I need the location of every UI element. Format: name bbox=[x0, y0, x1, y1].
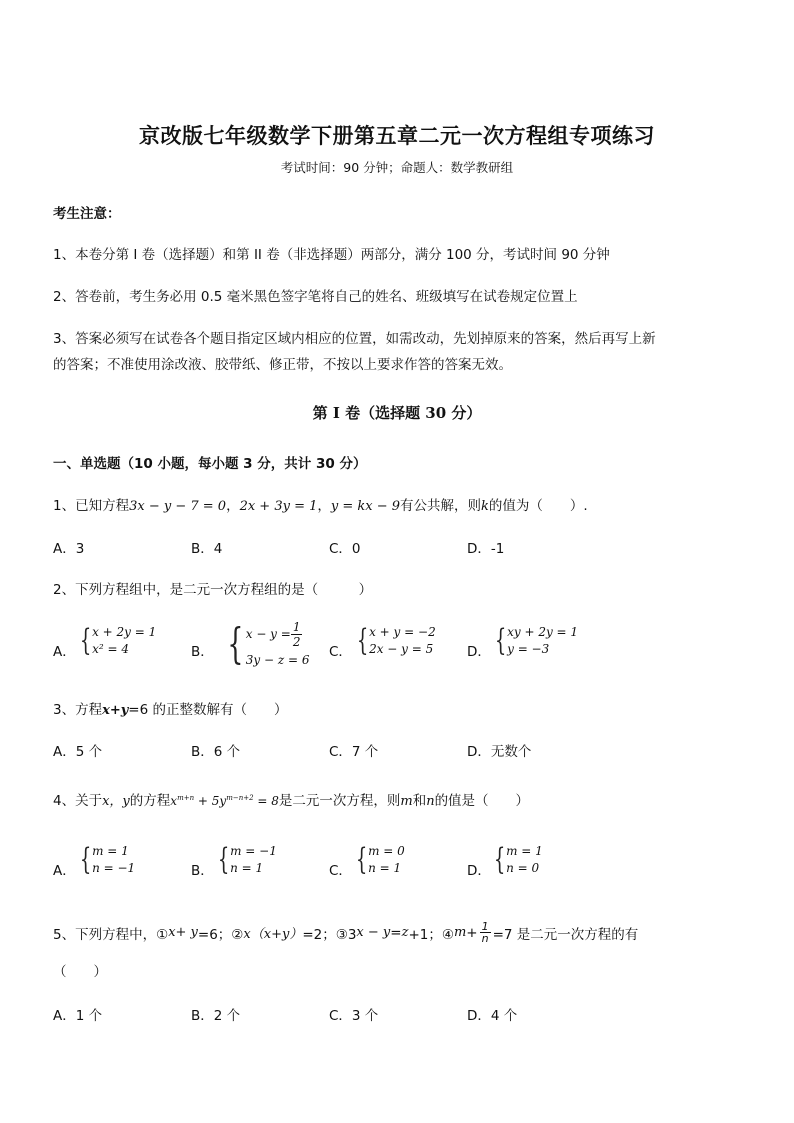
q2-d-line2: y = −3 bbox=[507, 642, 550, 656]
brace-icon: { bbox=[79, 841, 92, 877]
q4-eq-exp1: m+n bbox=[177, 794, 195, 802]
q1-suffix: 的值为（ ）. bbox=[488, 498, 588, 514]
q1-prefix: 1、已知方程 bbox=[53, 498, 130, 514]
q2-option-d-label[interactable]: D． bbox=[467, 644, 491, 660]
q4-eq-mid: + 5y bbox=[194, 794, 227, 808]
brace-icon: { bbox=[493, 841, 506, 877]
q1-option-c[interactable]: C．0 bbox=[329, 541, 361, 557]
q2-b-line1 bbox=[246, 620, 310, 649]
q2-c-line1: x + y = −2 bbox=[369, 625, 436, 639]
q1-eq1: 3x − y − 7 = 0 bbox=[129, 499, 227, 514]
q5-option-b[interactable]: B．2 个 bbox=[191, 1008, 241, 1024]
q3-prefix: 3、方程 bbox=[53, 702, 103, 718]
q4-eq-end: = 8 bbox=[253, 794, 279, 808]
q5-e4: z bbox=[401, 925, 409, 940]
q2-b-numerator: 1 bbox=[292, 620, 301, 634]
q4-option-d-label[interactable]: D． bbox=[467, 863, 491, 879]
question-5-stem bbox=[53, 921, 638, 944]
q2-b-line1-text: x − y = bbox=[245, 627, 291, 641]
q2-option-c-system[interactable] bbox=[353, 622, 436, 658]
q4-option-c-system[interactable] bbox=[352, 841, 405, 877]
q1-eq2: 2x + 3y = 1 bbox=[239, 499, 318, 514]
q2-a-line1: x + 2y = 1 bbox=[92, 625, 157, 639]
q4-c-line2: n = 1 bbox=[368, 861, 402, 875]
brace-icon: { bbox=[79, 622, 92, 658]
q5-denominator: n bbox=[481, 932, 489, 945]
q5-numerator: 1 bbox=[481, 920, 489, 933]
brace-icon: { bbox=[356, 622, 369, 658]
q5-fraction bbox=[480, 921, 491, 944]
q1-k: k bbox=[481, 499, 489, 514]
notice-item-3: 3、答案必须写在试卷各个题目指定区域内相应的位置，如需改动，先划掉原来的答案，然后再写上新 bbox=[53, 331, 656, 347]
brace-icon: { bbox=[217, 841, 230, 877]
q2-option-b-system[interactable] bbox=[222, 620, 309, 667]
q4-d-line1: m = 1 bbox=[506, 844, 543, 858]
q4-mid2: 是二元一次方程，则 bbox=[278, 793, 401, 809]
q2-option-a-system[interactable] bbox=[76, 622, 157, 658]
brace-icon: { bbox=[355, 841, 368, 877]
brace-icon: { bbox=[227, 618, 244, 668]
q2-option-b-label[interactable]: B． bbox=[191, 644, 214, 660]
q5-t3: = bbox=[390, 924, 402, 941]
question-3-stem bbox=[53, 698, 288, 718]
q3-suffix: =6 的正整数解有（ ） bbox=[128, 702, 288, 718]
q1-sep1: ， bbox=[226, 498, 240, 514]
q2-c-line2: 2x − y = 5 bbox=[369, 642, 434, 656]
q5-e2: x（x+y） bbox=[243, 927, 303, 942]
q5-t5: + bbox=[466, 924, 478, 941]
q3-option-c[interactable]: C．7 个 bbox=[329, 744, 379, 760]
question-1-stem bbox=[53, 494, 588, 514]
q1-option-d[interactable]: D．-1 bbox=[467, 541, 505, 557]
section1-title: 一、单选题（10 小题，每小题 3 分，共计 30 分） bbox=[53, 456, 367, 472]
notice-item-3-cont: 的答案；不准使用涂改液、胶带纸、修正带，不按以上要求作答的答案无效。 bbox=[53, 357, 512, 373]
q1-option-b[interactable]: B．4 bbox=[191, 541, 223, 557]
q4-d-line2: n = 0 bbox=[506, 861, 540, 875]
q3-option-d[interactable]: D．无数个 bbox=[467, 744, 532, 760]
question-4-stem bbox=[53, 789, 529, 809]
q2-option-c-label[interactable]: C． bbox=[329, 644, 352, 660]
q4-equation bbox=[170, 794, 279, 808]
q1-eq3: y = kx − 9 bbox=[330, 499, 401, 514]
page-title: 京改版七年级数学下册第五章二元一次方程组专项练习 bbox=[139, 123, 655, 148]
q4-c-line1: m = 0 bbox=[368, 844, 405, 858]
notice-item-1: 1、本卷分第 I 卷（选择题）和第 II 卷（非选择题）两部分，满分 100 分，考试时间 90 分钟 bbox=[53, 247, 610, 263]
q2-a-line2: x² = 4 bbox=[92, 642, 129, 656]
q2-b-denominator: 2 bbox=[292, 635, 301, 649]
q4-option-b-label[interactable]: B． bbox=[191, 863, 214, 879]
q5-blank: （ ） bbox=[53, 964, 107, 980]
brace-icon: { bbox=[494, 622, 507, 658]
q5-e1: x+ y bbox=[168, 925, 198, 940]
q3-option-b[interactable]: B．6 个 bbox=[191, 744, 241, 760]
q4-option-c-label[interactable]: C． bbox=[329, 863, 352, 879]
q5-t2: =2；③3 bbox=[302, 926, 357, 943]
q4-m: m bbox=[400, 794, 413, 809]
q4-b-line2: n = 1 bbox=[230, 861, 264, 875]
page-subtitle: 考试时间：90 分钟；命题人：数学教研组 bbox=[280, 160, 514, 175]
q4-n: n bbox=[426, 794, 435, 809]
q4-mid: 的方程 bbox=[129, 793, 171, 809]
q4-option-a-label[interactable]: A． bbox=[53, 863, 76, 879]
q4-eq-base1: x bbox=[170, 794, 178, 808]
notice-heading: 考生注意： bbox=[53, 206, 121, 222]
notice-item-2: 2、答卷前，考生务必用 0.5 毫米黑色签字笔将自己的姓名、班级填写在试卷规定位置上 bbox=[53, 289, 578, 305]
q5-option-a[interactable]: A．1 个 bbox=[53, 1008, 103, 1024]
q4-option-d-system[interactable] bbox=[490, 841, 543, 877]
q5-option-d[interactable]: D．4 个 bbox=[467, 1008, 518, 1024]
q4-prefix: 4、关于 bbox=[53, 793, 103, 809]
q4-eq-exp2: m−n+2 bbox=[226, 794, 254, 802]
question-2-stem: 2、下列方程组中，是二元一次方程组的是（ ） bbox=[53, 582, 373, 598]
q1-sep2: ， bbox=[317, 498, 331, 514]
q2-b-fraction bbox=[291, 620, 303, 649]
q5-e3: x − y bbox=[356, 925, 391, 940]
q2-option-a-label[interactable]: A． bbox=[53, 644, 76, 660]
q5-option-c[interactable]: C．3 个 bbox=[329, 1008, 379, 1024]
q4-and: 和 bbox=[412, 793, 427, 809]
q5-prefix: 5、下列方程中，① bbox=[53, 926, 169, 943]
q4-a-line2: n = −1 bbox=[92, 861, 136, 875]
q2-d-line1: xy + 2y = 1 bbox=[507, 625, 579, 639]
q5-e5: m bbox=[453, 925, 467, 940]
q1-option-a[interactable]: A．3 bbox=[53, 541, 85, 557]
q1-mid: 有公共解，则 bbox=[400, 498, 482, 514]
q5-t4: +1；④ bbox=[408, 926, 454, 943]
q5-t6: =7 是二元一次方程的有 bbox=[492, 926, 639, 943]
q4-option-b-system[interactable] bbox=[214, 841, 277, 877]
q3-option-a[interactable]: A．5 个 bbox=[53, 744, 103, 760]
q4-a-line1: m = 1 bbox=[92, 844, 129, 858]
q4-vars: x，y bbox=[102, 794, 130, 809]
part1-title: 第 I 卷（选择题 30 分） bbox=[312, 404, 482, 422]
q5-t1: =6；② bbox=[197, 926, 244, 943]
q4-option-a-system[interactable] bbox=[76, 841, 136, 877]
q3-eq: x+y bbox=[102, 703, 129, 718]
q2-option-d-system[interactable] bbox=[491, 622, 579, 658]
q4-suffix: 的值是（ ） bbox=[434, 793, 530, 809]
q2-b-line2: 3y − z = 6 bbox=[245, 653, 310, 667]
q4-b-line1: m = −1 bbox=[230, 844, 277, 858]
